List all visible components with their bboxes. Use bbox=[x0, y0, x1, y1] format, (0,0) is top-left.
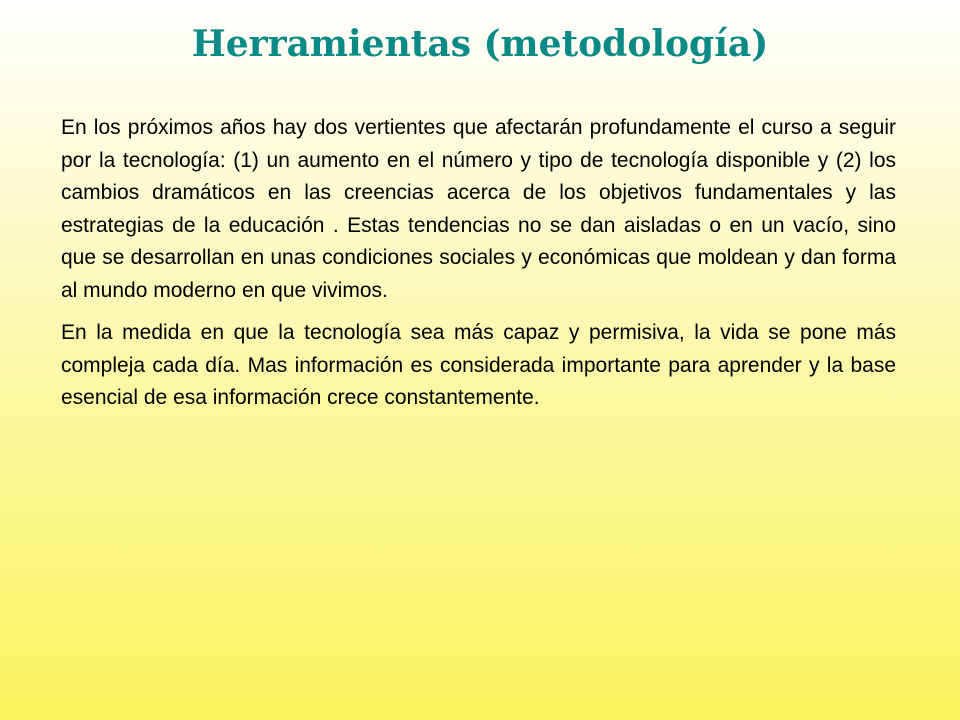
paragraph-1: En los próximos años hay dos vertientes que afectarán profundamente el curso a seguir por la tecnología: (1) un aumento en el número y tipo de tecnología disponible y (2) los cambios dramáticos en las creencias acerca de los objetivos fundamentales y las estrategias de la educación . Estas tendencias no se dan aisladas o en un vacío, sino que se desarrollan en unas condiciones sociales y económicas que moldean y dan forma al mundo moderno en que vivimos. bbox=[61, 116, 896, 302]
slide-title: Herramientas (metodología) bbox=[191, 23, 769, 65]
slide-body bbox=[61, 112, 896, 425]
paragraph-2: En la medida en que la tecnología sea más capaz y permisiva, la vida se pone más compleja cada día. Mas información es considerada importante para aprender y la base esencial de esa información crece constantemente. bbox=[61, 321, 896, 409]
